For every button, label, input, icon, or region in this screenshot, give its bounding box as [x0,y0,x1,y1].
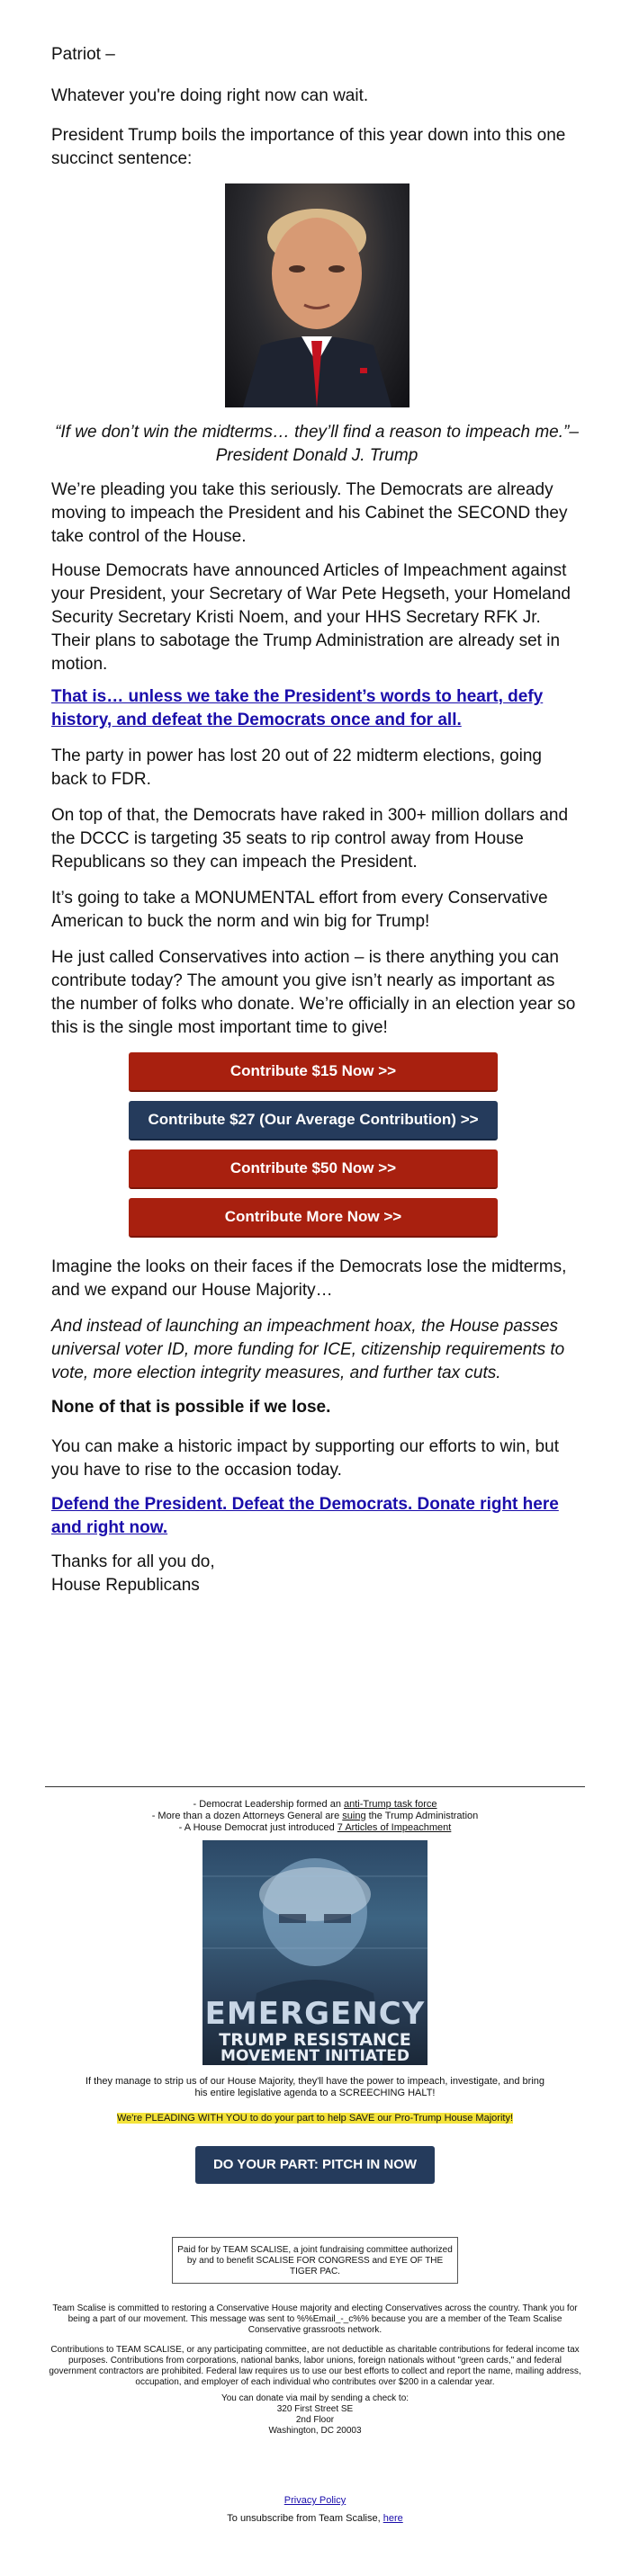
emergency-banner-image[interactable] [202,1840,428,2065]
greeting: Patriot – [51,45,115,64]
address-line-1: 320 First Street SE [276,2404,354,2414]
defy-history-link[interactable]: That is… unless we take the President’s words to heart, defy history, and defeat the Democrats once and for all. [51,687,544,729]
donate-now-link[interactable]: Defend the President. Defeat the Democrats. Donate right here and right now. [51,1495,559,1537]
paragraph-dccc: On top of that, the Democrats have raked in 300+ million dollars and the DCCC is targeting 35 seats to rip control away from House Republicans so they can impeach the President. [51,806,569,872]
mail-intro: You can donate via mail by sending a check to: [220,2393,410,2403]
banner-emergency-text: EMERGENCY [204,1996,426,2032]
signoff-thanks: Thanks for all you do, [51,1552,215,1571]
paragraph-historic-impact: You can make a historic impact by supporting our efforts to win, but you have to rise to the occasion today. [51,1437,559,1480]
bullet-articles [54,1822,576,1834]
bullet-suing-tail: the Trump Administration [365,1811,479,1821]
paragraph-midterm-history: The party in power has lost 20 out of 22 midterm elections, going back to FDR. [51,747,542,789]
unsubscribe-link[interactable]: here [382,2513,403,2524]
paragraph-wait: Whatever you're doing right now can wait. [51,86,369,105]
contribute-15-button[interactable]: Contribute $15 Now >> [129,1052,498,1092]
unsubscribe-text: To unsubscribe from Team Scalise, [227,2513,383,2524]
signoff-signature: House Republicans [51,1576,200,1595]
paid-for-text: Paid for by TEAM SCALISE, a joint fundraising committee authorized by and to benefit SCALISE FOR CONGRESS and EYE OF THE TIGER PAC. [177,2245,453,2276]
unsubscribe-row [54,2513,576,2525]
banner-resistance-text: TRUMP RESISTANCE [219,2030,411,2050]
paid-for-box [172,2237,458,2284]
bullet-task-force [54,1799,576,1811]
footer-divider [45,1786,585,1787]
paragraph-impeachment: House Democrats have announced Articles of Impeachment against your President, your Secretary of War Pete Hegseth, your Homeland Security Secretary Kristi Noem, and your HHS Secretary RFK Jr. Their plans to sabotage the Trump Administration are already set in motion. [51,561,571,674]
articles-link[interactable]: 7 Articles of Impeachment [337,1822,452,1833]
paragraph-imagine: Imagine the looks on their faces if the Democrats lose the midterms, and we expand our House Majority… [51,1257,567,1300]
banner-movement-text: MOVEMENT INITIATED [220,2047,410,2065]
warning-text: If they manage to strip us of our House Majority, they'll have the power to impeach, investigate, and bring his entire legislative agenda to a SCREECHING HALT! [86,2076,545,2098]
address-line-2: 2nd Floor [295,2415,335,2425]
paragraph-agenda: And instead of launching an impeachment hoax, the House passes universal voter ID, more funding for ICE, citizenship requirements to vote, more election integrity measures, and further tax cuts. [51,1317,565,1382]
contribute-27-button[interactable]: Contribute $27 (Our Average Contribution) >> [129,1101,498,1140]
commitment-text: Team Scalise is committed to restoring a Conservative House majority and electing Conservatives across the country. Thank you for being a part of our movement. This message was sent to %%Email_-_c%% because you are a member of the Team Scalise Conservative grassroots network. [52,2303,578,2335]
address-line-3: Washington, DC 20003 [268,2426,362,2436]
privacy-policy-link[interactable]: Privacy Policy [284,2495,346,2506]
bullet-suing-text: - More than a dozen Attorneys General are [151,1811,343,1821]
legal-text: Contributions to TEAM SCALISE, or any participating committee, are not deductible as charitable contributions for federal income tax purposes. Contributions from corporations, national banks, labor unions, foreign nationals without "green cards," and federal government contractors are prohibited. Federal law requires us to use our best efforts to collect and report the name, mailing address, occupation, and employer of each individual who contributes over $200 in a calendar year. [49,2345,581,2387]
contribute-more-button[interactable]: Contribute More Now >> [129,1198,498,1238]
contribute-50-button[interactable]: Contribute $50 Now >> [129,1149,498,1189]
paragraph-pleading: We’re pleading you take this seriously. The Democrats are already moving to impeach the President and his Cabinet the SECOND they take control of the House. [51,480,568,546]
bullet-articles-text: - A House Democrat just introduced [178,1822,338,1833]
paragraph-monumental: It’s going to take a MONUMENTAL effort from every Conservative American to buck the norm and win big for Trump! [51,889,548,931]
suing-link[interactable]: suing [342,1811,366,1821]
task-force-link[interactable]: anti-Trump task force [344,1799,437,1810]
trump-quote: “If we don’t win the midterms… they’ll find a reason to impeach me.”– President Donald J. Trump [55,423,579,465]
bullet-suing [54,1811,576,1822]
pleading-highlight [54,2113,576,2124]
trump-portrait-icon [225,183,410,407]
pitch-in-button[interactable]: DO YOUR PART: PITCH IN NOW [195,2146,435,2184]
paragraph-call-to-action: He just called Conservatives into action – is there anything you can contribute today? The amount you give isn’t nearly as important as the number of folks who donate. We’re officially in an election year so this is the single most important time to give! [51,948,576,1037]
bullet-task-force-text: - Democrat Leadership formed an [193,1799,344,1810]
pleading-highlight-text: We're PLEADING WITH YOU to do your part to help SAVE our Pro-Trump House Majority! [116,2113,513,2124]
privacy-row [54,2495,576,2507]
paragraph-intro: President Trump boils the importance of this year down into this one succinct sentence: [51,126,566,168]
paragraph-not-possible: None of that is possible if we lose. [51,1398,331,1417]
trump-portrait-image [225,183,410,407]
